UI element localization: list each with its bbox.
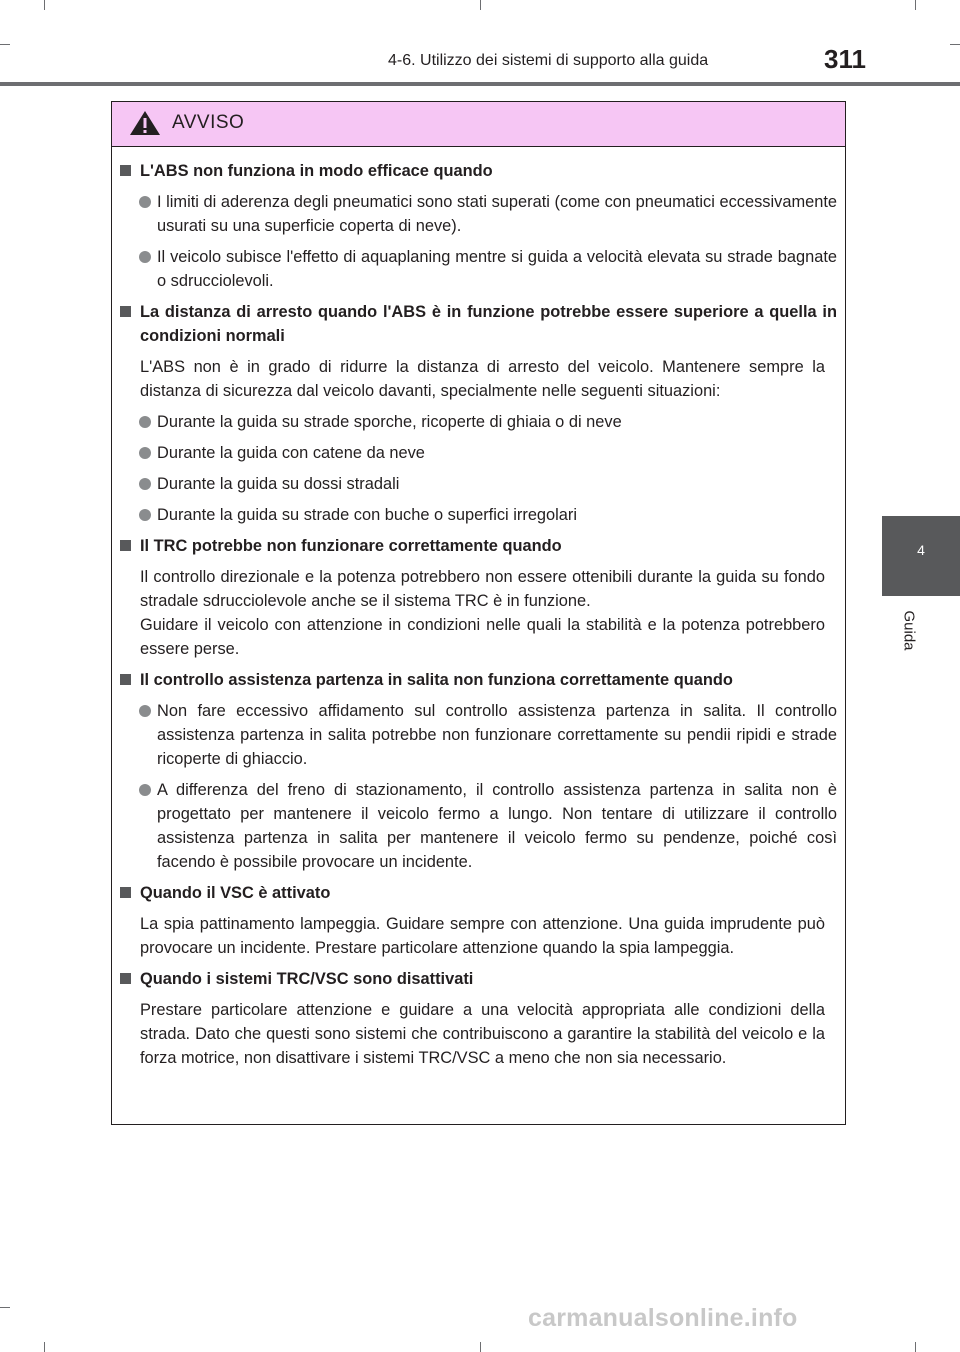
square-bullet-icon (120, 306, 131, 317)
page-number: 311 (824, 44, 866, 74)
warning-triangle-icon (129, 110, 161, 141)
chapter-label-text: Guida (900, 610, 918, 651)
watermark: carmanualsonline.info (528, 1304, 798, 1332)
circle-bullet-icon (139, 705, 151, 717)
section-title: 4-6. Utilizzo dei sistemi di supporto alla guida (388, 52, 709, 69)
crop-mark (480, 1342, 481, 1352)
circle-bullet-icon (139, 416, 151, 428)
paragraph: Guidare il veicolo con attenzione in condizioni nelle quali la stabilità e la potenza potrebbero essere perse. (140, 616, 825, 658)
crop-mark (0, 1307, 10, 1308)
section-heading: L'ABS non funziona in modo efficace quando (120, 159, 837, 183)
square-bullet-icon (120, 887, 131, 898)
list-item: Durante la guida con catene da neve (120, 441, 837, 465)
section-heading: La distanza di arresto quando l'ABS è in funzione potrebbe essere superiore a quella in condizioni normali (120, 300, 837, 348)
circle-bullet-icon (139, 509, 151, 521)
list-item: I limiti di aderenza degli pneumatici sono stati superati (come con pneumatici eccessivamente usurati su una superficie coperta di neve). (120, 190, 837, 238)
circle-bullet-icon (139, 251, 151, 263)
circle-bullet-icon (139, 196, 151, 208)
paragraph: Il controllo direzionale e la potenza potrebbero non essere ottenibili durante la guida su fondo stradale sdrucciolevole anche se il sistema TRC è in funzione. (140, 568, 825, 610)
section-heading: Il TRC potrebbe non funzionare correttamente quando (120, 534, 837, 558)
crop-mark (0, 44, 10, 45)
paragraph: L'ABS non è in grado di ridurre la distanza di arresto del veicolo. Mantenere sempre la distanza di sicurezza dal veicolo davanti, specialmente nelle seguenti situazioni: (140, 358, 825, 400)
circle-bullet-icon (139, 447, 151, 459)
crop-mark (44, 0, 45, 10)
square-bullet-icon (120, 165, 131, 176)
warning-box (111, 101, 846, 1125)
list-item: Non fare eccessivo affidamento sul controllo assistenza partenza in salita. Il controllo assistenza partenza in salita potrebbe non funzionare correttamente su pendii ripidi e strade ricoperte di ghiaccio. (120, 699, 837, 771)
list-item: Durante la guida su strade sporche, ricoperte di ghiaia o di neve (120, 410, 837, 434)
warning-body (112, 147, 845, 1070)
list-item: Durante la guida su strade con buche o superfici irregolari (120, 503, 837, 527)
circle-bullet-icon (139, 784, 151, 796)
circle-bullet-icon (139, 478, 151, 490)
list-item: A differenza del freno di stazionamento, il controllo assistenza partenza in salita non è progettato per mantenere il veicolo fermo a lungo. Non tentare di utilizzare il controllo assistenza partenza in salita per mantenere il veicolo fermo su pendenze, poiché così facendo è possibile provocare un incidente. (120, 778, 837, 874)
chapter-number: 4 (917, 542, 925, 558)
crop-mark (44, 1342, 45, 1352)
square-bullet-icon (120, 973, 131, 984)
paragraph: Prestare particolare attenzione e guidare a una velocità appropriata alle condizioni della strada. Dato che questi sono sistemi che contribuiscono a garantire la stabilità del veicolo e la forza motrice, non disattivare i sistemi TRC/VSC a meno che non sia necessario. (140, 1001, 825, 1067)
chapter-tab (882, 516, 960, 596)
chapter-label (899, 604, 919, 658)
square-bullet-icon (120, 674, 131, 685)
section-heading: Quando il VSC è attivato (120, 881, 837, 905)
crop-mark (915, 1342, 916, 1352)
header-rule (0, 82, 960, 86)
crop-mark (950, 44, 960, 45)
section-heading: Il controllo assistenza partenza in salita non funziona correttamente quando (120, 668, 837, 692)
square-bullet-icon (120, 540, 131, 551)
section-heading: Quando i sistemi TRC/VSC sono disattivati (120, 967, 837, 991)
list-item: Durante la guida su dossi stradali (120, 472, 837, 496)
warning-header (112, 102, 845, 147)
warning-title: AVVISO (172, 112, 245, 133)
list-item: Il veicolo subisce l'effetto di aquaplaning mentre si guida a velocità elevata su strade bagnate o sdrucciolevoli. (120, 245, 837, 293)
crop-mark (915, 0, 916, 10)
crop-mark (480, 0, 481, 10)
paragraph: La spia pattinamento lampeggia. Guidare sempre con attenzione. Una guida imprudente può provocare un incidente. Prestare particolare attenzione quando la spia lampeggia. (140, 915, 825, 957)
